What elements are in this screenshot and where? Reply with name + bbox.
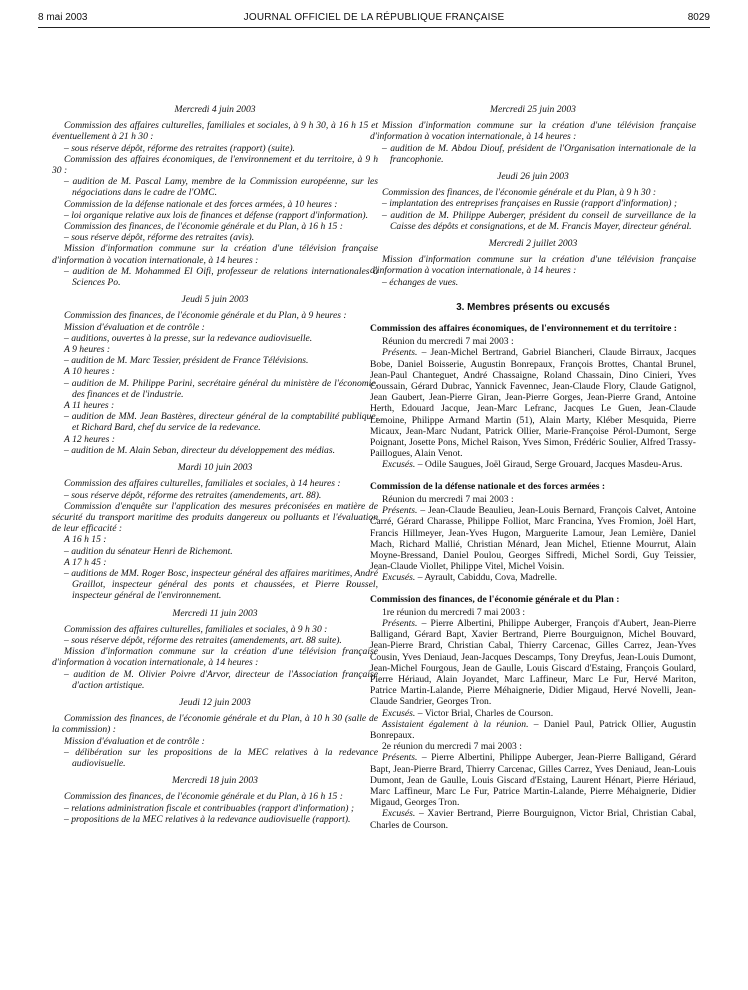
attendance-paragraph bbox=[370, 505, 696, 572]
date-heading: Mardi 10 juin 2003 bbox=[177, 462, 253, 474]
committee-line: Commission des finances, de l'économie générale et du Plan, à 9 h 30 : bbox=[382, 187, 657, 199]
time-line: A 16 h 15 : bbox=[64, 534, 107, 546]
date-heading: Jeudi 26 juin 2003 bbox=[497, 171, 569, 183]
attendance-label: Présents. bbox=[382, 617, 418, 629]
attendance-label: Présents. bbox=[382, 752, 418, 764]
agenda-item: – relations administration fiscale et contribuables (rapport d'information) ; bbox=[64, 802, 355, 814]
attendance-label: Assistaient également à la réunion. bbox=[382, 718, 529, 730]
committee-line: Commission des affaires économiques, de l'environnement et du territoire, à 9 h 30 : bbox=[52, 153, 378, 177]
meeting-line: 1re réunion du mercredi 7 mai 2003 : bbox=[382, 606, 526, 618]
date-heading: Mercredi 25 juin 2003 bbox=[490, 104, 576, 115]
date-heading: Mercredi 4 juin 2003 bbox=[174, 104, 256, 115]
meeting-line: 2e réunion du mercredi 7 mai 2003 : bbox=[382, 741, 522, 753]
attendance-label: Présents. bbox=[382, 347, 418, 359]
time-line: A 9 heures : bbox=[64, 344, 111, 356]
attendance-names: – Xavier Bertrand, Pierre Bourguignon, Victor Brial, Christian Cabal, Charles de Courson. bbox=[370, 808, 696, 831]
meeting-line: Réunion du mercredi 7 mai 2003 : bbox=[382, 336, 514, 348]
agenda-item: – auditions, ouvertes à la presse, sur la redevance audiovisuelle. bbox=[64, 332, 313, 344]
agenda-item: – auditions de MM. Roger Bosc, inspecteur général des affaires maritimes, André Graillot, inspecteur général des ponts et chaussées, et Pierre Roussel, inspecteur général de l'environnement. bbox=[64, 567, 378, 602]
committee-line: Commission des finances, de l'économie générale et du Plan, à 10 h 30 (salle de la commission) : bbox=[52, 713, 378, 736]
committee-line: Mission d'information commune sur la création d'une télévision française d'information à vocation internationale, à 14 heures : bbox=[370, 120, 696, 143]
header-rule bbox=[38, 27, 710, 28]
agenda-item: – sous réserve dépôt, réforme des retraites (avis). bbox=[64, 232, 255, 244]
header-page-number: 8029 bbox=[687, 12, 710, 23]
running-header bbox=[38, 12, 710, 26]
attendance-paragraph bbox=[370, 347, 696, 459]
date-heading: Mercredi 18 juin 2003 bbox=[172, 775, 258, 787]
agenda-item: – audition de M. Olivier Poivre d'Arvor, directeur de l'Association française d'action artistique. bbox=[64, 668, 378, 691]
date-heading: Jeudi 12 juin 2003 bbox=[179, 696, 251, 708]
agenda-item: – audition de M. Philippe Auberger, président du conseil de surveillance de la Caisse des dépôts et consignations, et de M. Francis Mayer, directeur général. bbox=[382, 209, 696, 232]
date-heading: Mercredi 11 juin 2003 bbox=[172, 607, 258, 619]
left-column bbox=[52, 98, 378, 825]
committee-line: Commission des affaires culturelles, familiales et sociales, à 14 heures : bbox=[64, 478, 341, 490]
committee-line: Commission des affaires culturelles, familiales et sociales, à 9 h 30, à 16 h 15 et éventuellement à 21 h 30 : bbox=[52, 120, 378, 143]
committee-heading: Commission des affaires économiques, de l'environnement et du territoire : bbox=[370, 323, 677, 335]
attendance-label: Excusés. bbox=[382, 459, 416, 471]
agenda-item: – délibération sur les propositions de la MEC relatives à la redevance audiovisuelle. bbox=[64, 746, 378, 769]
agenda-item: – échanges de vues. bbox=[382, 276, 459, 288]
header-title: JOURNAL OFFICIEL DE LA RÉPUBLIQUE FRANÇAISE bbox=[243, 12, 505, 23]
agenda-item: – audition de MM. Jean Bastères, directeur général de la comptabilité publique, et Richard Bard, chef du service de la redevance. bbox=[64, 411, 378, 434]
attendance-label: Excusés. bbox=[382, 808, 416, 820]
header-date: 8 mai 2003 bbox=[38, 12, 88, 23]
committee-line: Mission d'information commune sur la création d'une télévision française d'information à vocation internationale, à 14 heures : bbox=[52, 646, 378, 669]
attendance-names: – Pierre Albertini, Philippe Auberger, Jean-Pierre Balligand, Gérard Bapt, Jean-Pierre Brard, Thierry Carcenac, Gilles Carrez, Yves Deniaud, Jean-Louis Dumont, Jean de Gaulle, Louis Giscard d'Estaing, Laurent Hénart, Pierre Hériaud, Marc Laffineur, Marc Le Fur, Patrice Martin-Lalande, Pierre Méhaignerie, Didier Migaud, Georges Tron. bbox=[370, 752, 696, 809]
time-line: A 11 heures : bbox=[64, 400, 115, 412]
attendance-names: – Daniel Paul, Patrick Ollier, Augustin Bonrepaux. bbox=[370, 718, 696, 741]
time-line: Mission d'évaluation et de contrôle : bbox=[64, 321, 205, 333]
committee-line: Commission d'enquête sur l'application des mesures préconisées en matière de sécurité du transport maritime des produits dangereux ou polluants et l'évaluation de leur efficacité : bbox=[52, 500, 378, 535]
attendance-paragraph bbox=[370, 708, 696, 719]
agenda-item: – audition de M. Mohammed El Oifi, professeur de relations internationales à Sciences Po. bbox=[64, 265, 378, 289]
meeting-line: Réunion du mercredi 7 mai 2003 : bbox=[382, 493, 514, 505]
time-line: A 12 heures : bbox=[64, 433, 115, 445]
committee-line: Commission des finances, de l'économie générale et du Plan, à 9 heures : bbox=[64, 310, 347, 322]
attendance-paragraph bbox=[370, 618, 696, 708]
time-line: A 10 heures : bbox=[64, 366, 115, 378]
right-column bbox=[370, 98, 696, 831]
agenda-item: – sous réserve dépôt, réforme des retraites (amendements, art. 88). bbox=[64, 489, 322, 501]
committee-heading: Commission des finances, de l'économie générale et du Plan : bbox=[370, 593, 620, 605]
committee-line: Mission d'information commune sur la création d'une télévision française d'information à vocation internationale, à 14 heures : bbox=[370, 254, 696, 277]
agenda-item: – audition de M. Abdou Diouf, président de l'Organisation internationale de la francophonie. bbox=[382, 142, 696, 165]
attendance-label: Excusés. bbox=[382, 572, 416, 584]
attendance-names: – Odile Saugues, Joël Giraud, Serge Grouard, Jacques Masdeu-Arus. bbox=[415, 459, 683, 471]
attendance-names: – Jean-Claude Beaulieu, Jean-Louis Bernard, François Calvet, Antoine Carré, Gérard Charasse, Philippe Folliot, Marc Francina, Yves Fromion, Joël Hart, Francis Hillmeyer, Jean-Yves Hugon, Marguerite Lamour, Jean Lemière, Daniel Mach, Richard Mallié, Christian Ménard, Jean Michel, Etienne Mourrut, Alain Moyne-Bressand, Daniel Poulou, Georges Siffredi, Michel Sordi, Guy Teissier, Jean-Claude Viollet, Philippe Vitel, Michel Voisin. bbox=[370, 505, 696, 573]
attendance-paragraph bbox=[370, 572, 696, 583]
agenda-item: – audition de M. Pascal Lamy, membre de la Commission européenne, sur les négociations dans le cadre de l'OMC. bbox=[64, 176, 378, 199]
agenda-item: – implantation des entreprises françaises en Russie (rapport d'information) ; bbox=[382, 198, 678, 210]
committee-line: Commission des finances, de l'économie générale et du Plan, à 16 h 15 : bbox=[64, 221, 343, 233]
agenda-item: – sous réserve dépôt, réforme des retraites (amendements, art. 88 suite). bbox=[64, 634, 342, 646]
committee-line: Mission d'information commune sur la création d'une télévision française d'information à vocation internationale, à 14 heures : bbox=[52, 243, 378, 266]
attendance-names: – Pierre Albertini, Philippe Auberger, François d'Aubert, Jean-Pierre Balligand, Gérard Bapt, Xavier Bertrand, Pierre Bourguignon, Michel Bouvard, Jean-Pierre Brard, Christian Cabal, Thierry Carcenac, Gilles Carrez, Jean-Yves Cousin, Yves Deniaud, Jean-Jacques Descamps, Tony Dreyfus, Jean-Louis Dumont, Jean-Michel Fourgous, Jean de Gaulle, Louis Giscard d'Estaing, François Goulard, Pierre Hériaud, Alain Joyandet, Marc Laffineur, Marc Le Fur, Hervé Mariton, Patrice Martin-Lalande, Pierre Méhaignerie, Didier Migaud, Hervé Novelli, Jean-Claude Sandrier, Georges Tron. bbox=[370, 617, 696, 708]
time-line: Mission d'évaluation et de contrôle : bbox=[64, 735, 205, 747]
agenda-item: – sous réserve dépôt, réforme des retraites (rapport) (suite). bbox=[64, 142, 295, 154]
attendance-paragraph bbox=[370, 808, 696, 830]
agenda-item: – audition de M. Philippe Parini, secrétaire général du ministère de l'économie, des finances et de l'industrie. bbox=[64, 377, 378, 400]
date-heading: Mercredi 2 juillet 2003 bbox=[488, 238, 578, 250]
attendance-label: Excusés. bbox=[382, 707, 416, 719]
attendance-names: – Victor Brial, Charles de Courson. bbox=[415, 707, 554, 719]
attendance-paragraph bbox=[370, 719, 696, 741]
agenda-item: – audition de M. Alain Seban, directeur du développement des médias. bbox=[64, 444, 335, 456]
committee-line: Commission des finances, de l'économie générale et du Plan, à 16 h 15 : bbox=[64, 791, 343, 803]
committee-heading: Commission de la défense nationale et des forces armées : bbox=[370, 480, 606, 492]
committee-line: Commission de la défense nationale et des forces armées, à 10 heures : bbox=[64, 198, 338, 210]
time-line: A 17 h 45 : bbox=[64, 556, 107, 568]
attendance-paragraph bbox=[370, 752, 696, 808]
attendance-label: Présents. bbox=[382, 505, 418, 517]
agenda-item: – loi organique relative aux lois de finances et défense (rapport d'information). bbox=[64, 209, 369, 221]
agenda-item: – audition du sénateur Henri de Richemont. bbox=[64, 545, 233, 557]
agenda-item: – audition de M. Marc Tessier, président de France Télévisions. bbox=[64, 355, 309, 367]
attendance-paragraph bbox=[370, 459, 696, 470]
section-title: 3. Membres présents ou excusés bbox=[456, 301, 610, 313]
attendance-names: – Jean-Michel Bertrand, Gabriel Biancheri, Claude Birraux, Jacques Bobe, Daniel Boisserie, Augustin Bonrepaux, François Brottes, Chantal Brunel, Jean-Paul Chanteguet, André Chassaigne, Roland Chassain, Dino Cinieri, Yves Coussain, Gérard Dubrac, Yannick Favennec, Jean-Claude Flory, Claude Gatignol, Jean Gaubert, Jean-Pierre Giran, Jean-Pierre Gorges, Jean-Pierre Grand, Antoine Herth, Edouard Jacque, Jean-Marc Lefranc, Jacques Le Guen, Jean-Claude Lemoine, Philippe Armand Martin (51), Alain Marty, Kléber Mesquida, Pierre Micaux, Jean-Marc Nudant, Patrick Ollier, Marie-Françoise Pérol-Dumont, Serge Poignant, Josette Pons, Michel Raison, Yves Simon, Frédéric Soulier, Alfred Trassy-Paillogues, Alain Venot. bbox=[370, 347, 696, 460]
agenda-item: – propositions de la MEC relatives à la redevance audiovisuelle (rapport). bbox=[64, 813, 351, 825]
committee-line: Commission des affaires culturelles, familiales et sociales, à 9 h 30 : bbox=[64, 623, 328, 635]
date-heading: Jeudi 5 juin 2003 bbox=[181, 294, 249, 306]
attendance-names: – Ayrault, Cabiddu, Cova, Madrelle. bbox=[415, 572, 557, 584]
